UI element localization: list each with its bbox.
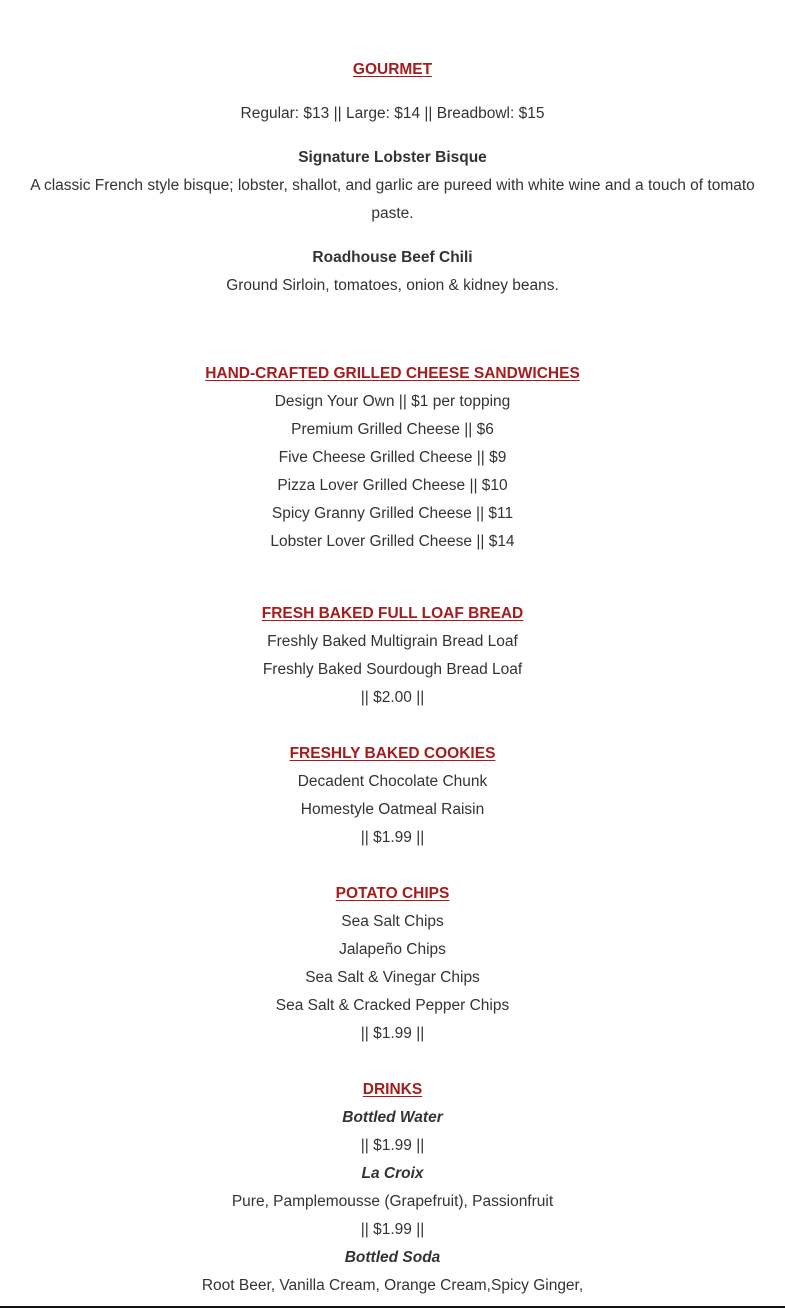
cookie-item: Decadent Chocolate Chunk <box>297 773 488 790</box>
cookie-item: Homestyle Oatmeal Raisin <box>300 801 485 818</box>
bread-item: Freshly Baked Sourdough Bread Loaf <box>262 661 523 678</box>
gourmet-heading: GOURMET <box>352 61 433 78</box>
beef-chili-name: Roadhouse Beef Chili <box>312 249 473 266</box>
bread-price: || $2.00 || <box>360 689 425 706</box>
beef-chili-description: Ground Sirloin, tomatoes, onion & kidney beans. <box>226 277 559 294</box>
chips-price: || $1.99 || <box>360 1025 425 1042</box>
lobster-bisque-description: A classic French style bisque; lobster, shallot, and garlic are pureed with white wine and a touch of tomato paste. <box>30 177 755 222</box>
cookies-heading: FRESHLY BAKED COOKIES <box>289 745 496 762</box>
grilled-cheese-item: Pizza Lover Grilled Cheese || $10 <box>277 477 508 494</box>
grilled-cheese-item: Lobster Lover Grilled Cheese || $14 <box>270 533 515 550</box>
cookies-price: || $1.99 || <box>360 829 425 846</box>
bread-item: Freshly Baked Multigrain Bread Loaf <box>267 633 518 650</box>
grilled-cheese-item: Spicy Granny Grilled Cheese || $11 <box>271 505 514 522</box>
la-croix-flavors: Pure, Pamplemousse (Grapefruit), Passionfruit <box>231 1193 554 1210</box>
gourmet-sizes: Regular: $13 || Large: $14 || Breadbowl: $15 <box>240 105 545 122</box>
bottled-water-name: Bottled Water <box>342 1109 443 1126</box>
grilled-cheese-item: Five Cheese Grilled Cheese || $9 <box>278 449 507 466</box>
la-croix-price: || $1.99 || <box>360 1221 425 1238</box>
lobster-bisque-name: Signature Lobster Bisque <box>298 149 487 166</box>
grilled-cheese-item: Premium Grilled Cheese || $6 <box>291 421 494 438</box>
chips-item: Sea Salt Chips <box>341 913 444 930</box>
chips-item: Sea Salt & Cracked Pepper Chips <box>275 997 510 1014</box>
grilled-cheese-heading: HAND-CRAFTED GRILLED CHEESE SANDWICHES <box>205 365 580 382</box>
bottled-water-price: || $1.99 || <box>360 1137 425 1154</box>
la-croix-name: La Croix <box>361 1165 424 1182</box>
bread-heading: FRESH BAKED FULL LOAF BREAD <box>261 605 524 622</box>
chips-item: Sea Salt & Vinegar Chips <box>305 969 480 986</box>
chips-item: Jalapeño Chips <box>339 941 446 958</box>
grilled-cheese-item: Design Your Own || $1 per topping <box>274 393 511 410</box>
drinks-heading: DRINKS <box>362 1081 423 1098</box>
bottled-soda-name: Bottled Soda <box>344 1249 441 1266</box>
bottled-soda-flavors: Root Beer, Vanilla Cream, Orange Cream,Spicy Ginger, <box>201 1277 584 1294</box>
chips-heading: POTATO CHIPS <box>335 885 450 902</box>
